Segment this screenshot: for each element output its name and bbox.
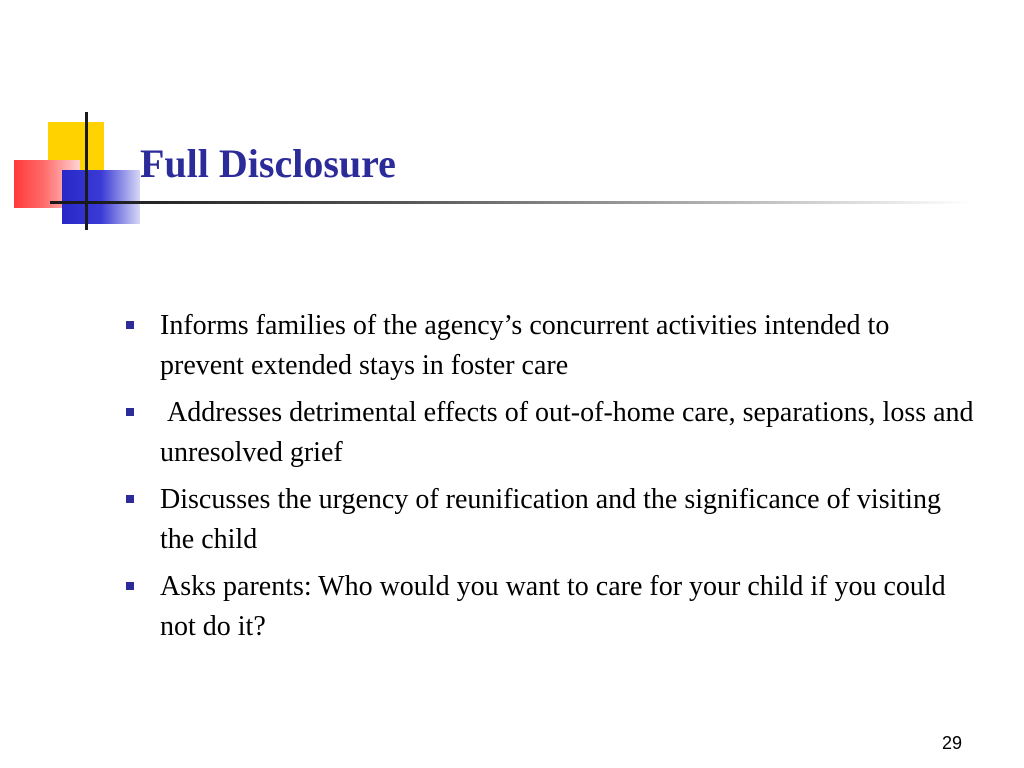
bullet-text: Informs families of the agency’s concurrent activities intended to prevent extended stays in foster care	[160, 310, 890, 381]
bullet-list	[120, 306, 980, 654]
square-bullet-icon	[126, 495, 134, 503]
bullet-item	[120, 480, 980, 560]
square-bullet-icon	[126, 408, 134, 416]
slide-title: Full Disclosure	[140, 141, 396, 186]
bullet-item	[120, 567, 980, 647]
decorative-squares-logo	[0, 0, 150, 240]
page-number: 29	[941, 733, 962, 753]
bullet-item	[120, 393, 980, 473]
square-bullet-icon	[126, 582, 134, 590]
logo-vertical-line	[85, 112, 88, 230]
square-bullet-icon	[126, 321, 134, 329]
bullet-text: Asks parents: Who would you want to care for your child if you could not do it?	[160, 571, 946, 642]
bullet-text: Discusses the urgency of reunification and the significance of visiting the child	[160, 484, 941, 555]
blue-square	[62, 170, 140, 224]
bullet-item	[120, 306, 980, 386]
title-underline-rule	[90, 201, 970, 204]
bullet-text: Addresses detrimental effects of out-of-home care, separations, loss and unresolved grief	[160, 397, 981, 468]
